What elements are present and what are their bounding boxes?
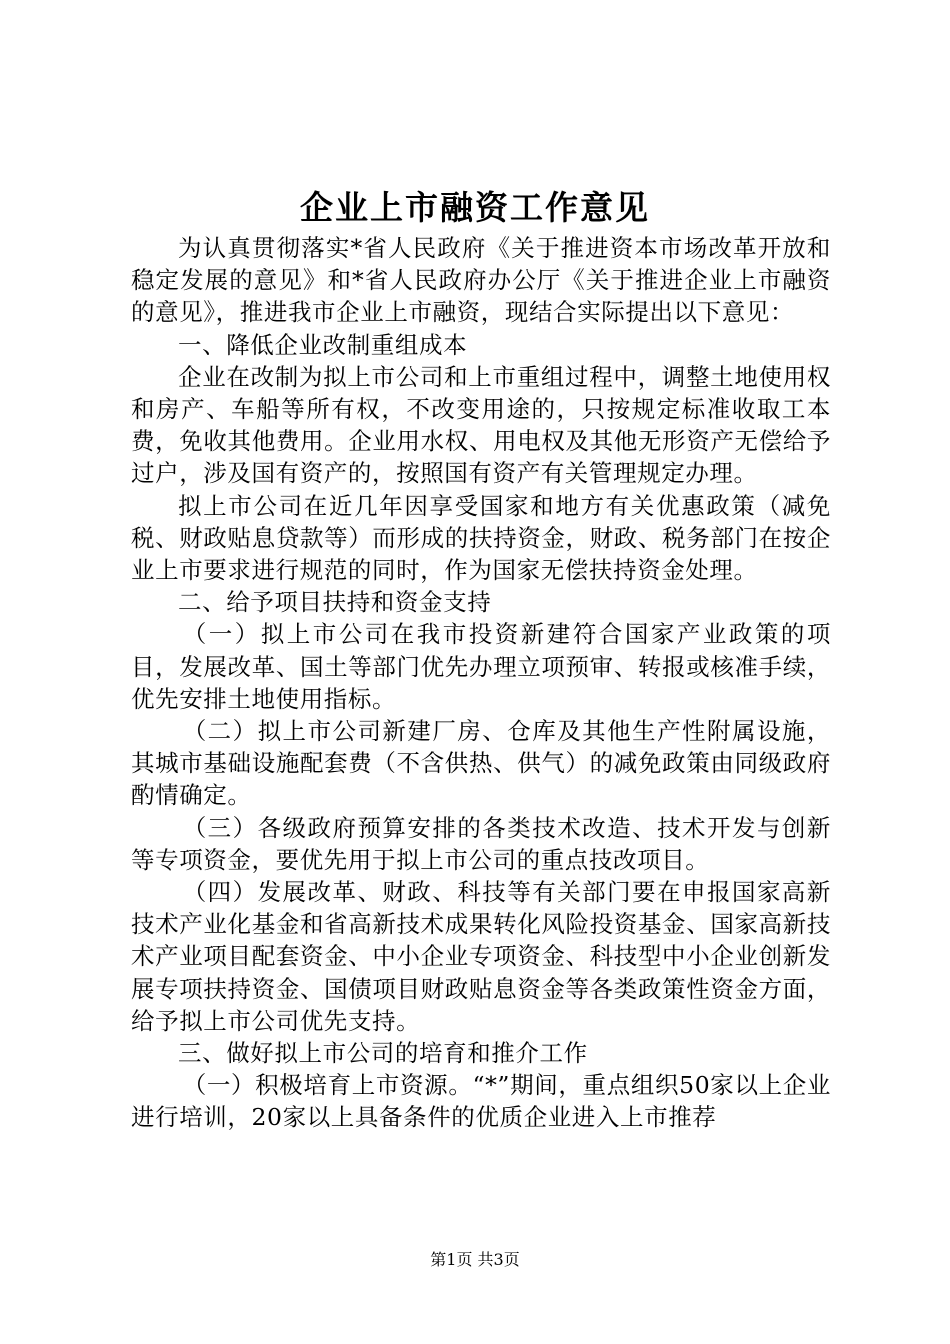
list-item: （三）各级政府预算安排的各类技术改造、技术开发与创新等专项资金，要优先用于拟上市公司的重点技改项目。 — [131, 813, 831, 874]
list-item: （四）发展改革、财政、科技等有关部门要在申报国家高新技术产业化基金和省高新技术成果转化风险投资基金、国家高新技术产业项目配套资金、中小企业专项资金、科技型中小企业创新发展专项扶持资金、国债项目财政贴息资金等各类政策性资金方面，给予拟上市公司优先支持。 — [131, 878, 831, 1035]
section-heading-1: 一、降低企业改制重组成本 — [178, 330, 468, 359]
body-paragraph: 拟上市公司在近几年因享受国家和地方有关优惠政策（减免税、财政贴息贷款等）而形成的扶持资金，财政、税务部门在按企业上市要求进行规范的同时，作为国家无偿扶持资金处理。 — [131, 491, 831, 585]
list-item: （一）积极培育上市资源。“*”期间，重点组织50家以上企业进行培训，20家以上具备条件的优质企业进入上市推荐 — [131, 1071, 831, 1132]
document-body — [131, 232, 831, 1134]
page-footer: 第1页 共3页 — [430, 1250, 520, 1269]
section-heading-2: 二、给予项目扶持和资金支持 — [178, 588, 492, 617]
document-title: 企业上市融资工作意见 — [300, 188, 650, 227]
list-item: （一）拟上市公司在我市投资新建符合国家产业政策的项目，发展改革、国土等部门优先办理立项预审、转报或核准手续，优先安排土地使用指标。 — [131, 620, 831, 713]
section-heading-3: 三、做好拟上市公司的培育和推介工作 — [178, 1039, 588, 1068]
intro-paragraph: 为认真贯彻落实*省人民政府《关于推进资本市场改革开放和稳定发展的意见》和*省人民政府办公厅《关于推进企业上市融资的意见》，推进我市企业上市融资，现结合实际提出以下意见： — [131, 234, 831, 327]
list-item: （二）拟上市公司新建厂房、仓库及其他生产性附属设施，其城市基础设施配套费（不含供热、供气）的减免政策由同级政府酌情确定。 — [131, 717, 831, 810]
body-paragraph: 企业在改制为拟上市公司和上市重组过程中，调整土地使用权和房产、车船等所有权，不改变用途的，只按规定标准收取工本费，免收其他费用。企业用水权、用电权及其他无形资产无偿给予过户，涉及国有资产的，按照国有资产有关管理规定办理。 — [131, 362, 831, 488]
